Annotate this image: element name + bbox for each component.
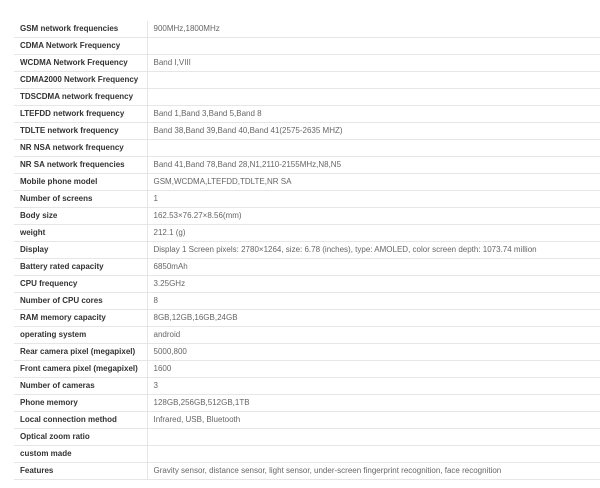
spec-label: TDLTE network frequency [14, 123, 147, 140]
spec-value: Gravity sensor, distance sensor, light sensor, under-screen fingerprint recognition, face recognition [147, 463, 600, 480]
spec-label: WCDMA Network Frequency [14, 55, 147, 72]
spec-row-gsm [14, 21, 600, 38]
spec-value: 8GB,12GB,16GB,24GB [147, 310, 600, 327]
spec-value: 162.53×76.27×8.56(mm) [147, 208, 600, 225]
spec-row-nr-nsa [14, 140, 600, 157]
spec-label: RAM memory capacity [14, 310, 147, 327]
spec-row-wcdma [14, 55, 600, 72]
spec-row-features [14, 463, 600, 480]
spec-value: 128GB,256GB,512GB,1TB [147, 395, 600, 412]
spec-label: Number of screens [14, 191, 147, 208]
spec-row-connection [14, 412, 600, 429]
spec-label: Phone memory [14, 395, 147, 412]
spec-row-ltefdd [14, 106, 600, 123]
spec-label: LTEFDD network frequency [14, 106, 147, 123]
spec-row-cameras [14, 378, 600, 395]
spec-value: 900MHz,1800MHz [147, 21, 600, 38]
spec-label: operating system [14, 327, 147, 344]
spec-row-optical-zoom [14, 429, 600, 446]
spec-row-nr-sa [14, 157, 600, 174]
spec-value: 8 [147, 293, 600, 310]
spec-value [147, 72, 600, 89]
spec-label: TDSCDMA network frequency [14, 89, 147, 106]
spec-label: Display [14, 242, 147, 259]
spec-value: Band 38,Band 39,Band 40,Band 41(2575-2635 MHZ) [147, 123, 600, 140]
spec-label: Number of CPU cores [14, 293, 147, 310]
spec-value: 3 [147, 378, 600, 395]
spec-row-os [14, 327, 600, 344]
spec-label: NR SA network frequencies [14, 157, 147, 174]
spec-label: Rear camera pixel (megapixel) [14, 344, 147, 361]
spec-value: Band 1,Band 3,Band 5,Band 8 [147, 106, 600, 123]
spec-table [14, 21, 600, 480]
spec-row-custom-made [14, 446, 600, 463]
spec-value [147, 429, 600, 446]
spec-row-cpu-cores [14, 293, 600, 310]
spec-row-cpu-frequency [14, 276, 600, 293]
spec-value [147, 140, 600, 157]
spec-label: Front camera pixel (megapixel) [14, 361, 147, 378]
spec-label: CDMA2000 Network Frequency [14, 72, 147, 89]
spec-row-display [14, 242, 600, 259]
spec-value [147, 89, 600, 106]
spec-label: Optical zoom ratio [14, 429, 147, 446]
spec-row-tdlte [14, 123, 600, 140]
spec-value: 1 [147, 191, 600, 208]
spec-row-cdma [14, 38, 600, 55]
spec-label: Mobile phone model [14, 174, 147, 191]
spec-value: Band I,VIII [147, 55, 600, 72]
spec-label: Number of cameras [14, 378, 147, 395]
spec-label: GSM network frequencies [14, 21, 147, 38]
spec-value: 3.25GHz [147, 276, 600, 293]
spec-value: 212.1 (g) [147, 225, 600, 242]
spec-value: Band 41,Band 78,Band 28,N1,2110-2155MHz,N8,N5 [147, 157, 600, 174]
spec-value [147, 38, 600, 55]
spec-value: 5000,800 [147, 344, 600, 361]
spec-table-body [14, 21, 600, 480]
spec-label: custom made [14, 446, 147, 463]
spec-label: Body size [14, 208, 147, 225]
spec-row-phone-model [14, 174, 600, 191]
spec-label: Battery rated capacity [14, 259, 147, 276]
spec-value: Display 1 Screen pixels: 2780×1264, size: 6.78 (inches), type: AMOLED, color screen depth: 1073.74 million [147, 242, 600, 259]
spec-value: Infrared, USB, Bluetooth [147, 412, 600, 429]
spec-value: 1600 [147, 361, 600, 378]
spec-row-weight [14, 225, 600, 242]
spec-label: NR NSA network frequency [14, 140, 147, 157]
spec-row-battery [14, 259, 600, 276]
spec-row-screens [14, 191, 600, 208]
spec-row-cdma2000 [14, 72, 600, 89]
spec-label: weight [14, 225, 147, 242]
spec-label: Local connection method [14, 412, 147, 429]
spec-label: CDMA Network Frequency [14, 38, 147, 55]
spec-value: android [147, 327, 600, 344]
spec-row-body-size [14, 208, 600, 225]
spec-row-ram [14, 310, 600, 327]
spec-label: Features [14, 463, 147, 480]
spec-label: CPU frequency [14, 276, 147, 293]
spec-row-front-camera [14, 361, 600, 378]
spec-value [147, 446, 600, 463]
spec-value: GSM,WCDMA,LTEFDD,TDLTE,NR SA [147, 174, 600, 191]
spec-row-rear-camera [14, 344, 600, 361]
spec-value: 6850mAh [147, 259, 600, 276]
spec-row-tdscdma [14, 89, 600, 106]
spec-row-memory [14, 395, 600, 412]
